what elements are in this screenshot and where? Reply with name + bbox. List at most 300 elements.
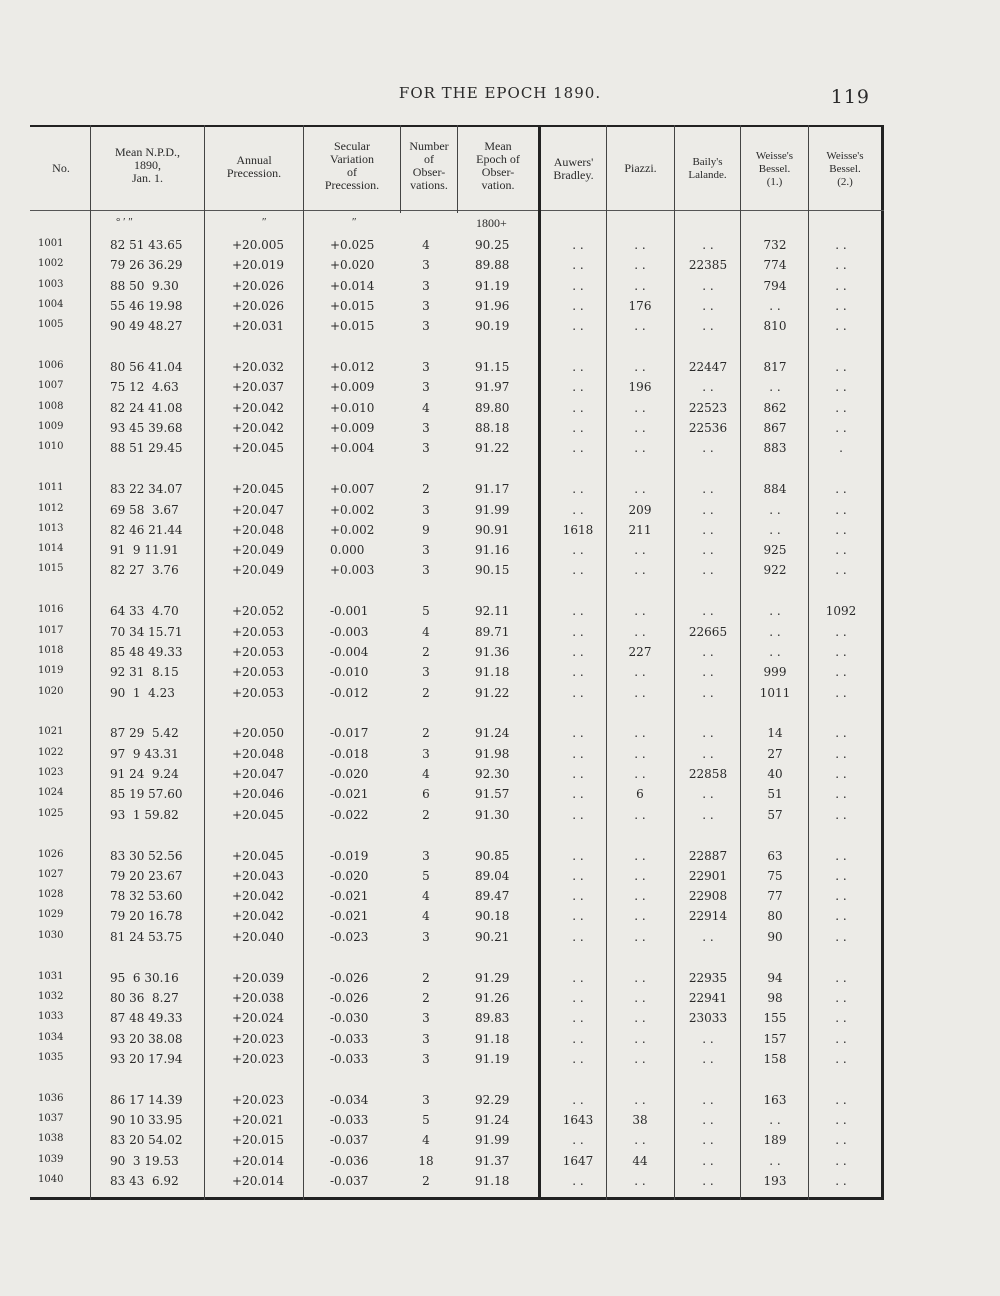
baily-lalande-cell: . . [702,380,714,395]
baily-lalande-cell: . . [702,1113,714,1127]
number-of-observations-cell: 3 [422,441,430,456]
annual-precession-cell: +20.048 [232,746,285,761]
mean-npd-cell: 82 24 41.08 [110,400,183,415]
mean-epoch-cell: 90.21 [475,929,510,944]
table-row [0,523,1000,543]
table-row [0,401,1000,421]
annual-precession-cell: +20.023 [232,1051,285,1066]
annual-precession-cell: +20.052 [232,604,285,619]
secular-variation-cell: -0.003 [330,624,369,639]
number-of-observations-cell: 4 [422,889,430,904]
baily-lalande-cell: 22523 [688,400,728,415]
baily-lalande-cell: 22935 [688,970,728,985]
weisse-bessel-2-cell: . . [835,1133,847,1148]
mean-npd-cell: 85 19 57.60 [110,787,183,802]
row-number-cell: 1008 [38,400,64,412]
baily-lalande-cell: . . [702,278,714,293]
unit-secular: ″ [352,216,357,228]
table-row [0,482,1000,502]
auwers-bradley-cell: . . [572,1051,584,1066]
weisse-bessel-2-cell: . . [835,848,847,863]
row-number-cell: 1040 [38,1173,64,1185]
annual-precession-cell: +20.040 [232,929,285,944]
weisse-bessel-2-cell: . . [835,807,847,822]
table-row [0,421,1000,441]
weisse-bessel-2-cell: . . [835,380,847,395]
baily-lalande-cell: 22908 [688,889,728,904]
mean-npd-cell: 78 32 53.60 [110,889,183,904]
table-row [0,849,1000,869]
piazzi-cell: . . [634,1173,646,1188]
row-number-cell: 1020 [38,685,64,697]
mean-npd-cell: 69 58 3.67 [110,502,179,517]
baily-lalande-cell: . . [702,502,714,517]
annual-precession-cell: +20.047 [232,767,285,781]
annual-precession-cell: +20.015 [232,1133,285,1148]
mean-epoch-cell: 89.83 [475,1011,510,1026]
row-number-cell: 1024 [38,787,64,799]
baily-lalande-cell: . . [702,441,714,456]
annual-precession-cell: +20.031 [232,319,285,334]
baily-lalande-cell: . . [702,665,714,680]
mean-epoch-cell: 89.47 [475,889,510,904]
table-row [0,686,1000,706]
secular-variation-cell: -0.026 [330,990,369,1005]
piazzi-cell: . . [634,909,646,924]
mean-npd-cell: 91 24 9.24 [110,767,179,781]
header-secular-line: Variation [330,152,374,166]
row-number-cell: 1023 [38,767,64,778]
weisse-bessel-1-cell: 732 [763,238,787,252]
number-of-observations-cell: 4 [422,909,430,924]
header-baily-line: Baily's [692,156,723,168]
number-of-observations-cell: 3 [422,258,430,273]
auwers-bradley-cell: . . [572,278,584,293]
weisse-bessel-1-cell: 14 [767,726,783,741]
header-number-line: vations. [410,178,448,192]
secular-variation-cell: -0.022 [330,807,369,822]
weisse-bessel-1-cell: 90 [767,929,783,944]
table-row [0,1011,1000,1031]
mean-epoch-cell: 91.98 [475,746,510,761]
table-row [0,889,1000,909]
header-epoch [458,140,538,192]
piazzi-cell: . . [634,685,646,700]
header-number-line: Obser- [412,165,446,179]
auwers-bradley-cell: . . [572,502,584,517]
weisse-bessel-2-cell: . . [835,563,847,578]
auwers-bradley-cell: . . [572,1092,584,1107]
number-of-observations-cell: 3 [422,1031,430,1046]
table-row [0,808,1000,828]
baily-lalande-cell: . . [702,319,714,334]
weisse-bessel-2-cell: . . [835,319,847,334]
weisse-bessel-1-cell: 999 [763,665,787,680]
mean-epoch-cell: 91.17 [475,482,510,497]
header-secular-line: Secular [334,139,370,153]
baily-lalande-cell: . . [702,543,714,558]
row-number-cell: 1021 [38,726,64,738]
weisse-bessel-1-cell: 155 [763,1011,787,1026]
piazzi-cell: . . [634,238,646,252]
secular-variation-cell: +0.012 [330,360,375,375]
auwers-bradley-cell: . . [572,421,584,435]
piazzi-cell: . . [634,624,646,639]
secular-variation-cell: -0.021 [330,889,369,904]
weisse-bessel-2-cell: . . [835,522,847,537]
number-of-observations-cell: 3 [422,746,430,761]
weisse-bessel-1-cell: 157 [763,1031,787,1046]
secular-variation-cell: -0.010 [330,665,369,680]
number-of-observations-cell: 3 [422,848,430,863]
number-of-observations-cell: 4 [422,1133,430,1148]
weisse-bessel-2-cell: . . [835,238,847,252]
row-number-cell: 1013 [38,522,64,534]
auwers-bradley-cell: . . [572,644,584,659]
baily-lalande-cell: . . [702,726,714,741]
number-of-observations-cell: 3 [422,298,430,313]
annual-precession-cell: +20.023 [232,1092,285,1107]
row-number-cell: 1037 [38,1113,64,1124]
baily-lalande-cell: 22914 [688,909,728,924]
weisse-bessel-1-cell: 922 [763,563,787,578]
row-number-cell: 1031 [38,970,64,982]
piazzi-cell: . . [634,868,646,883]
secular-variation-cell: -0.004 [330,644,369,659]
baily-lalande-cell: . . [702,298,714,313]
mean-npd-cell: 80 56 41.04 [110,360,183,375]
row-number-cell: 1017 [38,624,64,636]
header-annual [205,154,303,180]
piazzi-cell: 211 [628,522,652,537]
row-number-cell: 1035 [38,1051,64,1063]
piazzi-cell: . . [634,807,646,822]
row-number-cell: 1025 [38,807,64,819]
table-row [0,747,1000,767]
secular-variation-cell: 0.000 [330,543,365,558]
auwers-bradley-cell: . . [572,868,584,883]
baily-lalande-cell: . . [702,1133,714,1148]
secular-variation-cell: -0.001 [330,604,369,619]
mean-epoch-cell: 89.80 [475,400,510,415]
header-auwers-line: Bradley. [553,168,594,182]
number-of-observations-cell: 4 [422,400,430,415]
annual-precession-cell: +20.023 [232,1031,285,1046]
annual-precession-cell: +20.026 [232,298,285,313]
number-of-observations-cell: 3 [422,360,430,375]
annual-precession-cell: +20.053 [232,665,285,680]
mean-epoch-cell: 91.15 [475,360,510,375]
annual-precession-cell: +20.024 [232,1011,285,1026]
weisse-bessel-1-cell: . . [769,298,781,313]
weisse-bessel-1-cell: 27 [767,746,783,761]
mean-epoch-cell: 91.29 [475,970,510,985]
number-of-observations-cell: 3 [422,278,430,293]
piazzi-cell: 176 [628,298,652,313]
row-number-cell: 1003 [38,278,64,290]
piazzi-cell: . . [634,929,646,944]
number-of-observations-cell: 5 [422,1113,430,1127]
row-number-cell: 1019 [38,665,64,677]
table-row [0,665,1000,685]
auwers-bradley-cell: . . [572,807,584,822]
auwers-bradley-cell: 1618 [562,522,594,537]
weisse-bessel-2-cell: . . [835,482,847,497]
header-epoch-line: Epoch of [476,152,520,166]
auwers-bradley-cell: . . [572,970,584,985]
header-epoch-line: Obser- [481,165,515,179]
header-weisse2-line: Weisse's [826,150,864,162]
annual-precession-cell: +20.037 [232,380,285,395]
header-number-line: Number [409,139,449,153]
mean-epoch-cell: 91.18 [475,665,510,680]
auwers-bradley-cell: . . [572,543,584,558]
weisse-bessel-1-cell: 862 [763,400,787,415]
header-baily-line: Lalande. [688,169,727,181]
number-of-observations-cell: 5 [422,604,430,619]
baily-lalande-cell: 22385 [688,258,728,273]
table-row [0,503,1000,523]
auwers-bradley-cell: . . [572,909,584,924]
weisse-bessel-2-cell: . . [835,889,847,904]
weisse-bessel-1-cell: 80 [767,909,783,924]
row-number-cell: 1029 [38,909,64,921]
piazzi-cell: . . [634,1133,646,1148]
weisse-bessel-2-cell: . . [835,1173,847,1188]
auwers-bradley-cell: . . [572,929,584,944]
weisse-bessel-2-cell: . . [835,1153,847,1168]
header-weisse1 [741,150,808,189]
table-row [0,238,1000,258]
weisse-bessel-2-cell: . . [835,1011,847,1026]
baily-lalande-cell: . . [702,563,714,578]
mean-epoch-cell: 91.97 [475,380,510,395]
secular-variation-cell: +0.004 [330,441,375,456]
weisse-bessel-2-cell: . . [835,624,847,639]
number-of-observations-cell: 2 [422,726,430,741]
weisse-bessel-1-cell: 810 [763,319,787,334]
secular-variation-cell: +0.003 [330,563,375,578]
mean-epoch-cell: 90.91 [475,522,510,537]
table-row [0,258,1000,278]
number-of-observations-cell: 2 [422,644,430,659]
mean-epoch-cell: 90.25 [475,238,510,252]
baily-lalande-cell: . . [702,746,714,761]
weisse-bessel-1-cell: 94 [767,970,783,985]
annual-precession-cell: +20.014 [232,1153,285,1168]
piazzi-cell: . . [634,1031,646,1046]
header-epoch-line: Mean [484,139,512,153]
mean-npd-cell: 85 48 49.33 [110,644,183,659]
header-weisse2 [809,150,881,189]
weisse-bessel-2-cell: . . [835,258,847,273]
weisse-bessel-1-cell: 75 [767,868,783,883]
piazzi-cell: 6 [636,787,644,802]
annual-precession-cell: +20.045 [232,848,285,863]
baily-lalande-cell: . . [702,1092,714,1107]
auwers-bradley-cell: . . [572,990,584,1005]
auwers-bradley-cell: . . [572,787,584,802]
annual-precession-cell: +20.021 [232,1113,285,1127]
secular-variation-cell: +0.007 [330,482,375,497]
row-number-cell: 1028 [38,889,64,901]
baily-lalande-cell: 22536 [688,421,728,435]
baily-lalande-cell: 22665 [688,624,728,639]
annual-precession-cell: +20.053 [232,644,285,659]
weisse-bessel-2-cell: . . [835,360,847,375]
mean-npd-cell: 90 3 19.53 [110,1153,179,1168]
secular-variation-cell: -0.033 [330,1051,369,1066]
mean-epoch-cell: 90.19 [475,319,510,334]
mean-epoch-cell: 92.29 [475,1092,510,1107]
number-of-observations-cell: 6 [422,787,430,802]
weisse-bessel-2-cell: . . [835,787,847,802]
baily-lalande-cell: 22941 [688,990,728,1005]
piazzi-cell: . . [634,563,646,578]
auwers-bradley-cell: . . [572,360,584,375]
piazzi-cell: . . [634,848,646,863]
weisse-bessel-1-cell: . . [769,1113,781,1127]
row-number-cell: 1009 [38,421,64,432]
weisse-bessel-1-cell: 884 [763,482,787,497]
number-of-observations-cell: 3 [422,665,430,680]
row-number-cell: 1002 [38,258,64,270]
header-weisse1-line: (1.) [766,176,783,188]
mean-epoch-cell: 91.24 [475,726,510,741]
mean-npd-cell: 93 1 59.82 [110,807,179,822]
table-row [0,563,1000,583]
header-npd-line: 1890, [134,158,161,172]
row-number-cell: 1039 [38,1153,64,1165]
mean-epoch-cell: 90.15 [475,563,510,578]
number-of-observations-cell: 18 [418,1153,434,1168]
weisse-bessel-1-cell: 189 [763,1133,787,1148]
mean-npd-cell: 64 33 4.70 [110,604,179,619]
number-of-observations-cell: 3 [422,543,430,558]
header-number-line: of [424,152,434,166]
header-weisse2-line: Bessel. [829,163,861,175]
weisse-bessel-2-cell: . . [835,746,847,761]
weisse-bessel-2-cell: . . [835,1031,847,1046]
row-number-cell: 1030 [38,929,64,941]
secular-variation-cell: -0.023 [330,929,369,944]
number-of-observations-cell: 3 [422,1051,430,1066]
secular-variation-cell: -0.036 [330,1153,369,1168]
mean-npd-cell: 79 20 16.78 [110,909,183,924]
mean-npd-cell: 81 24 53.75 [110,929,183,944]
annual-precession-cell: +20.049 [232,563,285,578]
header-auwers [541,156,606,182]
annual-precession-cell: +20.045 [232,807,285,822]
row-number-cell: 1032 [38,990,64,1002]
weisse-bessel-1-cell: 193 [763,1173,787,1188]
header-secular-line: Precession. [324,178,380,192]
auwers-bradley-cell: . . [572,1173,584,1188]
mean-epoch-cell: 91.26 [475,990,510,1005]
baily-lalande-cell: . . [702,787,714,802]
mean-epoch-cell: 91.99 [475,502,510,517]
piazzi-cell: . . [634,258,646,273]
mean-npd-cell: 82 27 3.76 [110,563,179,578]
table-row [0,1052,1000,1072]
auwers-bradley-cell: . . [572,319,584,334]
mean-epoch-cell: 89.88 [475,258,510,273]
secular-variation-cell: +0.020 [330,258,375,273]
baily-lalande-cell: . . [702,482,714,497]
mean-epoch-cell: 91.18 [475,1031,510,1046]
table-row [0,1032,1000,1052]
secular-variation-cell: -0.030 [330,1011,369,1026]
mean-epoch-cell: 91.37 [475,1153,510,1168]
baily-lalande-cell: 22858 [688,767,728,781]
mean-npd-cell: 83 20 54.02 [110,1133,183,1148]
mean-epoch-cell: 91.19 [475,1051,510,1066]
unit-annual: ″ [262,216,267,228]
auwers-bradley-cell: . . [572,298,584,313]
mean-npd-cell: 83 43 6.92 [110,1173,179,1188]
number-of-observations-cell: 4 [422,767,430,781]
secular-variation-cell: -0.037 [330,1173,369,1188]
annual-precession-cell: +20.045 [232,441,285,456]
mean-epoch-cell: 91.96 [475,298,510,313]
number-of-observations-cell: 2 [422,482,430,497]
auwers-bradley-cell: . . [572,848,584,863]
secular-variation-cell: -0.020 [330,868,369,883]
weisse-bessel-2-cell: . . [835,502,847,517]
weisse-bessel-1-cell: . . [769,522,781,537]
mean-npd-cell: 91 9 11.91 [110,543,179,558]
row-number-cell: 1038 [38,1133,64,1145]
secular-variation-cell: +0.002 [330,522,375,537]
table-row [0,869,1000,889]
header-npd-line: Jan. 1. [132,171,163,185]
secular-variation-cell: -0.021 [330,787,369,802]
row-number-cell: 1004 [38,298,64,310]
mean-npd-cell: 90 1 4.23 [110,685,175,700]
table-row [0,1174,1000,1194]
baily-lalande-cell: . . [702,685,714,700]
weisse-bessel-1-cell: 817 [763,360,787,375]
weisse-bessel-2-cell: . . [835,644,847,659]
row-number-cell: 1005 [38,319,64,331]
number-of-observations-cell: 2 [422,990,430,1005]
piazzi-cell: . . [634,604,646,619]
header-number [401,140,457,192]
table-row [0,279,1000,299]
mean-epoch-cell: 89.71 [475,624,510,639]
number-of-observations-cell: 2 [422,807,430,822]
table-row [0,991,1000,1011]
secular-variation-cell: +0.015 [330,319,375,334]
baily-lalande-cell: 23033 [688,1011,728,1026]
annual-precession-cell: +20.045 [232,482,285,497]
baily-lalande-cell: . . [702,1153,714,1168]
weisse-bessel-2-cell: . . [835,298,847,313]
mean-npd-cell: 80 36 8.27 [110,990,179,1005]
header-epoch-line: vation. [481,178,515,192]
mean-epoch-cell: 91.18 [475,1173,510,1188]
table-row [0,726,1000,746]
piazzi-cell: 196 [628,380,652,395]
piazzi-cell: . . [634,543,646,558]
auwers-bradley-cell: . . [572,767,584,781]
weisse-bessel-1-cell: 63 [767,848,783,863]
mean-epoch-cell: 92.11 [475,604,510,619]
weisse-bessel-2-cell: 1092 [825,604,857,619]
row-number-cell: 1015 [38,563,64,575]
mean-npd-cell: 70 34 15.71 [110,624,183,639]
weisse-bessel-2-cell: . . [835,868,847,883]
